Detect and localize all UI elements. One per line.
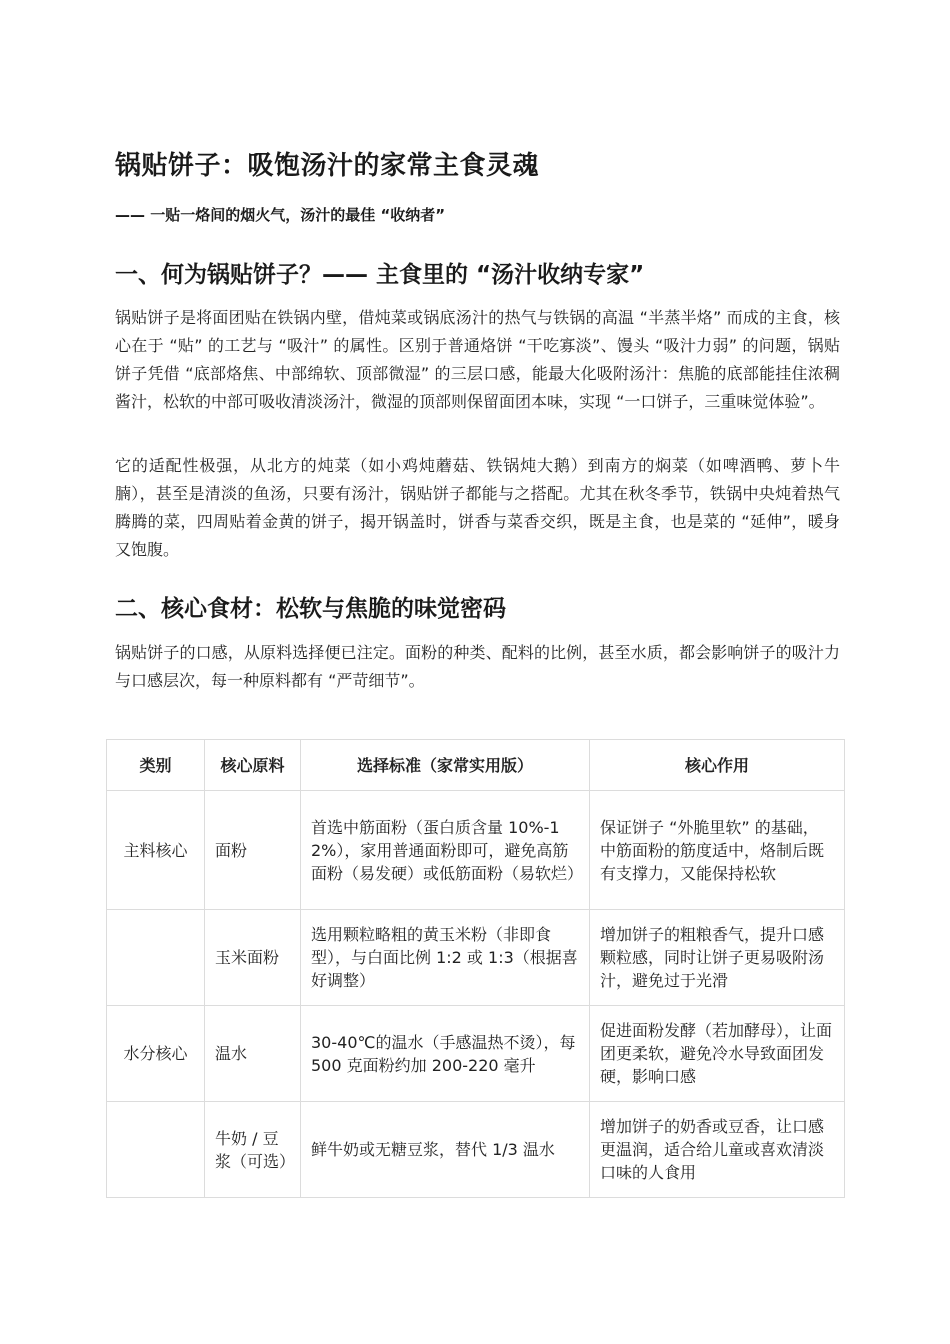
table-header-cell: 类别 (107, 740, 205, 791)
table-cell-ingredient: 面粉 (205, 791, 301, 910)
ingredients-table (106, 739, 845, 1198)
table-header-cell: 选择标准（家常实用版） (301, 740, 590, 791)
section-2-paragraph-1: 锅贴饼子的口感，从原料选择便已注定。面粉的种类、配料的比例，甚至水质，都会影响饼子的吸汁力与口感层次，每一种原料都有 “严苛细节”。 (115, 643, 840, 690)
table-cell-criteria: 首选中筋面粉（蛋白质含量 10%-12%），家用普通面粉即可，避免高筋面粉（易发硬）或低筋面粉（易软烂） (301, 791, 590, 910)
section-1-paragraph-1: 锅贴饼子是将面团贴在铁锅内壁，借炖菜或锅底汤汁的热气与铁锅的高温 “半蒸半烙” 而成的主食，核心在于 “贴” 的工艺与 “吸汁” 的属性。区别于普通烙饼 “干吃寡淡”、馒头 “吸汁力弱” 的问题，锅贴饼子凭借 “底部烙焦、中部绵软、顶部微湿” 的三层口感，能最大化吸附汤汁：焦脆的底部能挂住浓稠酱汁，松软的中部可吸收清淡汤汁，微湿的顶部则保留面团本味，实现 “一口饼子，三重味觉体验”。 (115, 308, 840, 411)
table-cell-function: 促进面粉发酵（若加酵母），让面团更柔软，避免冷水导致面团发硬，影响口感 (590, 1006, 845, 1102)
ingredients-table-wrapper (106, 739, 844, 1198)
section-1-paragraph-2: 它的适配性极强，从北方的炖菜（如小鸡炖蘑菇、铁锅炖大鹅）到南方的焖菜（如啤酒鸭、萝卜牛腩），甚至是清淡的鱼汤，只要有汤汁，锅贴饼子都能与之搭配。尤其在秋冬季节，铁锅中央炖着热气腾腾的菜，四周贴着金黄的饼子，揭开锅盖时，饼香与菜香交织，既是主食，也是菜的 “延伸”，暖身又饱腹。 (115, 456, 840, 559)
table-cell-criteria: 选用颗粒略粗的黄玉米粉（非即食型），与白面比例 1:2 或 1:3（根据喜好调整） (301, 910, 590, 1006)
table-cell-category: 水分核心 (107, 1006, 205, 1102)
table-header-row (107, 740, 845, 791)
table-cell-ingredient: 玉米面粉 (205, 910, 301, 1006)
section-2-heading: 二、核心食材：松软与焦脆的味觉密码 (115, 596, 506, 622)
table-row (107, 910, 845, 1006)
table-cell-criteria: 30-40℃的温水（手感温热不烫），每 500 克面粉约加 200-220 毫升 (301, 1006, 590, 1102)
table-row (107, 1006, 845, 1102)
table-row (107, 791, 845, 910)
page-title: 锅贴饼子：吸饱汤汁的家常主食灵魂 (115, 151, 540, 181)
table-cell-function: 增加饼子的奶香或豆香，让口感更温润，适合给儿童或喜欢清淡口味的人食用 (590, 1102, 845, 1198)
table-cell-category (107, 1102, 205, 1198)
table-header-cell: 核心作用 (590, 740, 845, 791)
table-cell-category: 主料核心 (107, 791, 205, 910)
table-cell-function: 保证饼子 “外脆里软” 的基础，中筋面粉的筋度适中，烙制后既有支撑力，又能保持松软 (590, 791, 845, 910)
table-header-cell: 核心原料 (205, 740, 301, 791)
section-1-heading: 一、何为锅贴饼子？—— 主食里的 “汤汁收纳专家” (115, 262, 645, 288)
table-cell-category (107, 910, 205, 1006)
page-subtitle: —— 一贴一烙间的烟火气，汤汁的最佳 “收纳者” (115, 206, 446, 224)
table-cell-function: 增加饼子的粗粮香气，提升口感颗粒感，同时让饼子更易吸附汤汁，避免过于光滑 (590, 910, 845, 1006)
table-cell-ingredient: 温水 (205, 1006, 301, 1102)
table-row (107, 1102, 845, 1198)
table-cell-ingredient: 牛奶 / 豆浆（可选） (205, 1102, 301, 1198)
table-cell-criteria: 鲜牛奶或无糖豆浆，替代 1/3 温水 (301, 1102, 590, 1198)
